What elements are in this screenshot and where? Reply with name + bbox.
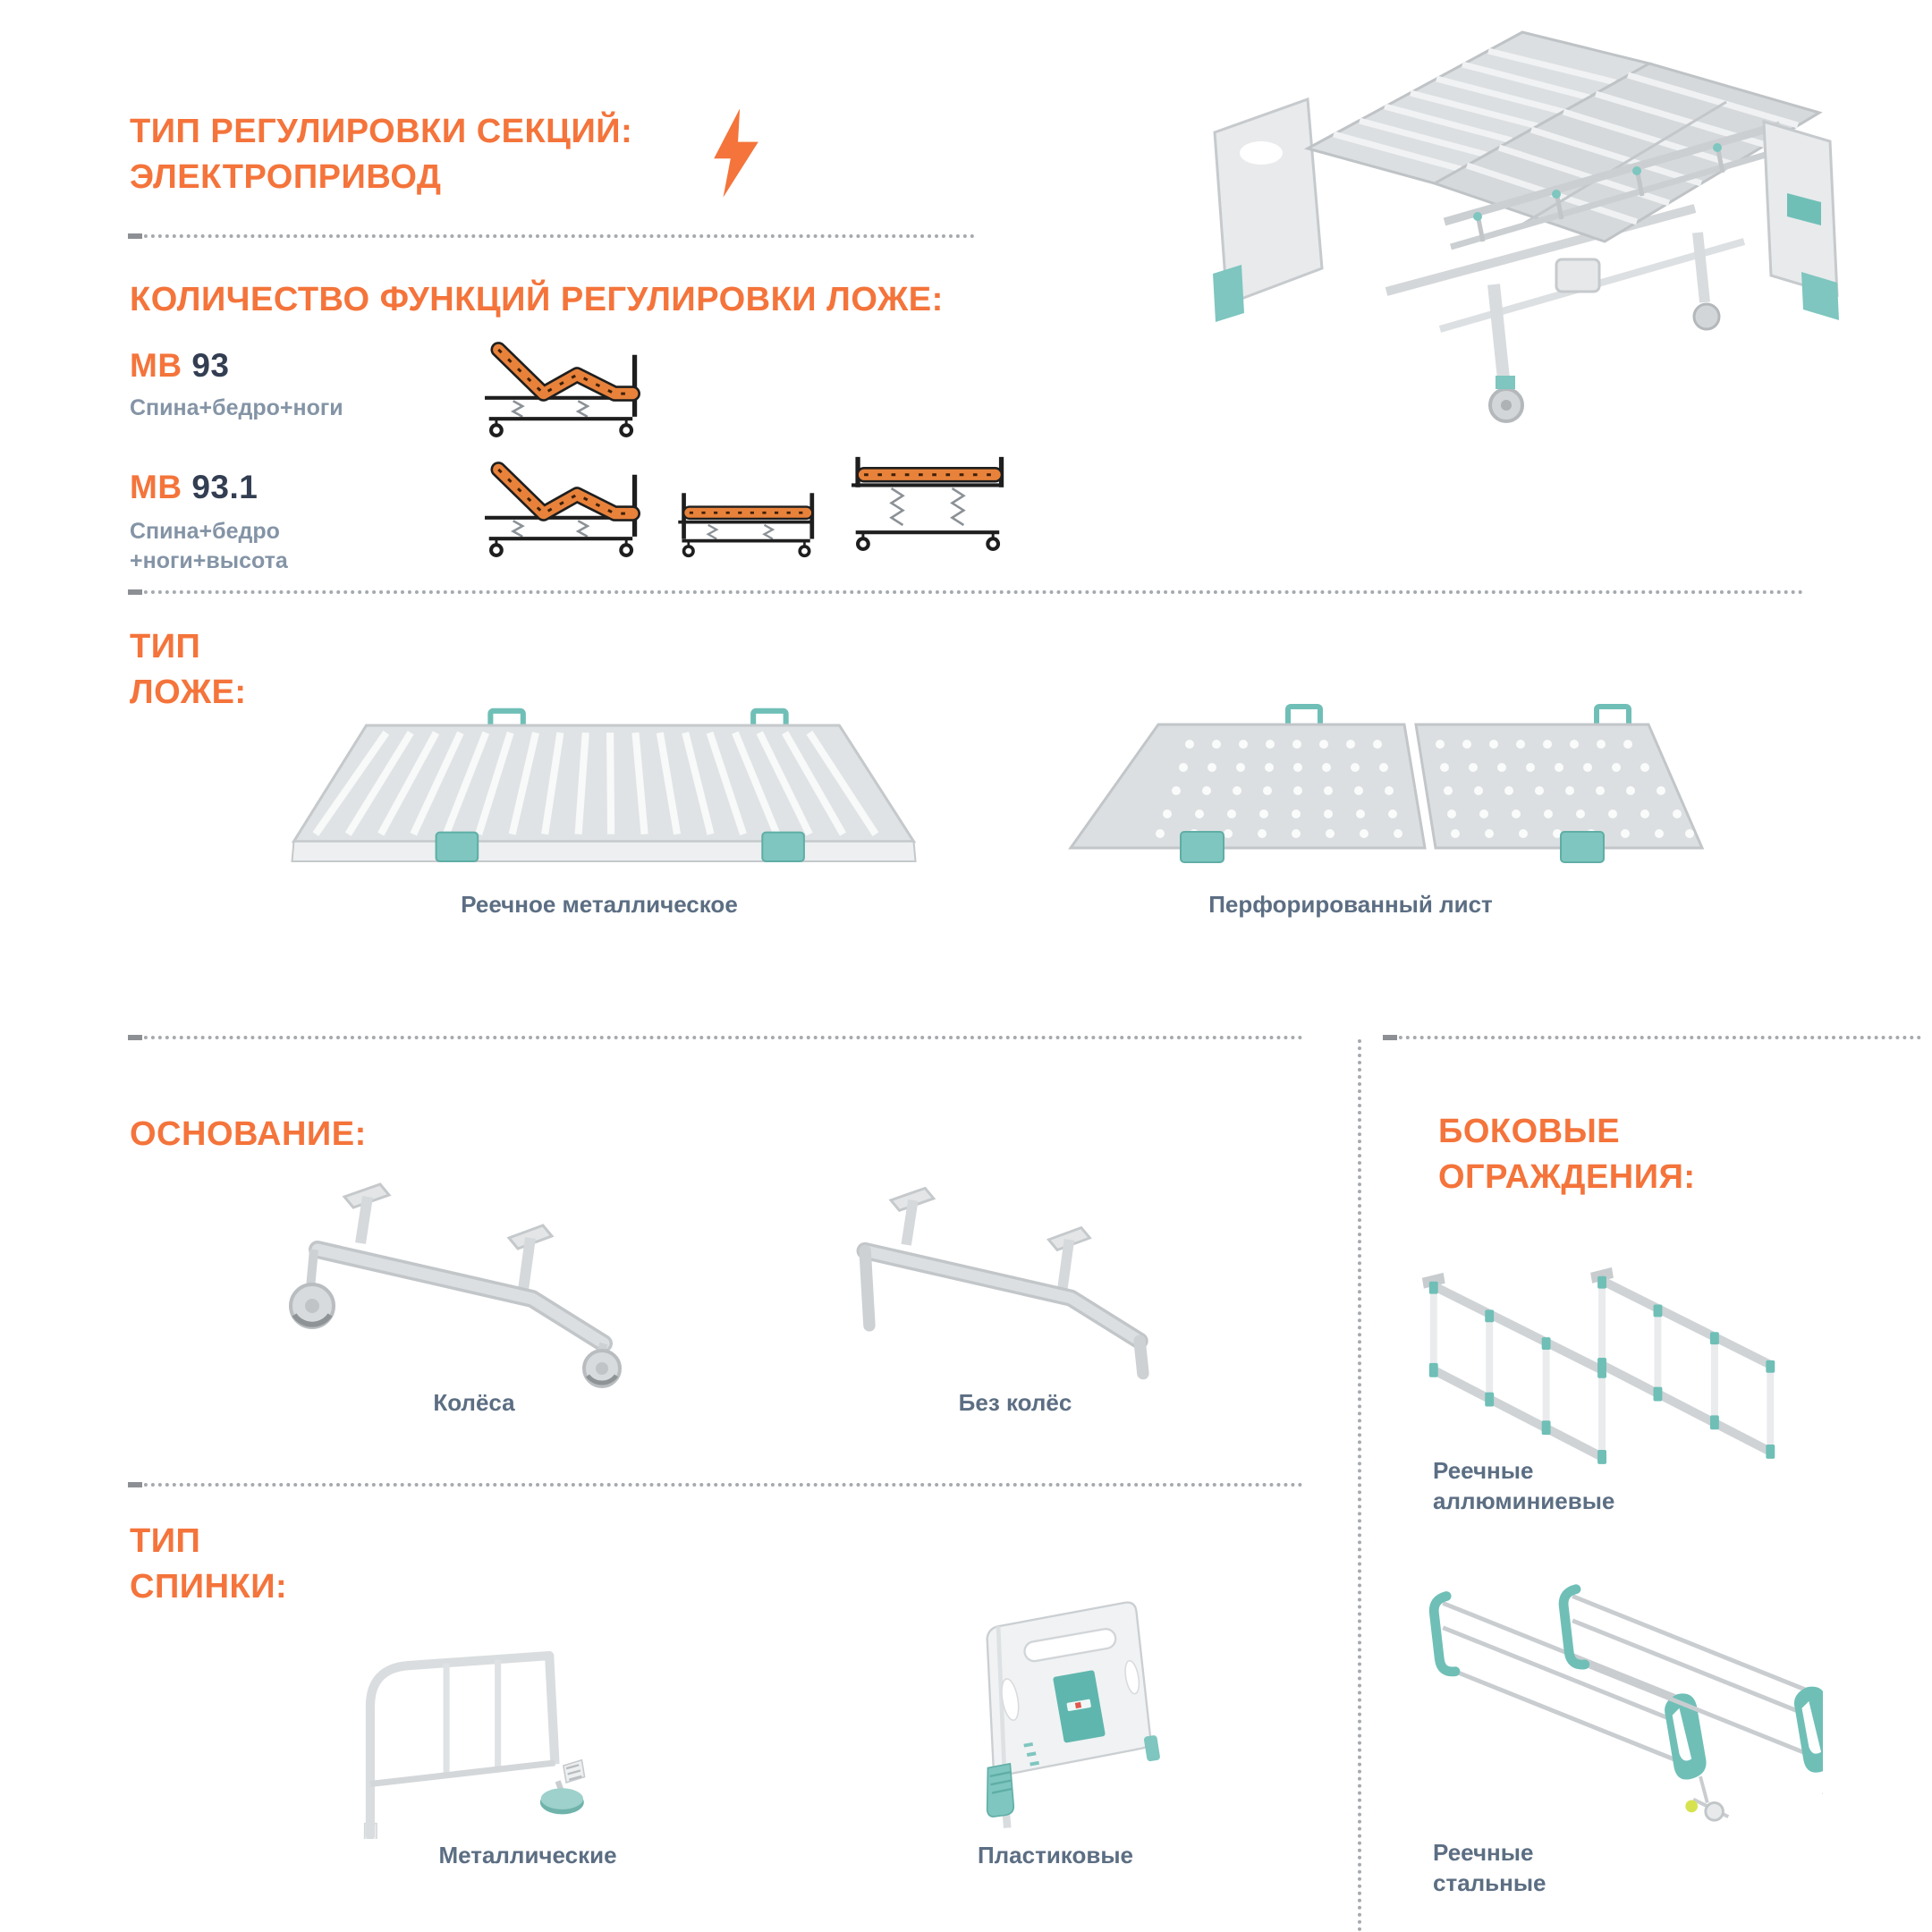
diagram-flat-low-icon [673,469,836,567]
section-title-adjustment-type [130,109,632,200]
section-title-base: ОСНОВАНИЕ: [130,1115,367,1153]
section-title-backrest: ТИП СПИНКИ: [130,1522,288,1606]
dotted-divider [130,234,975,238]
model-93-name [130,347,229,385]
platform-option-label: Перфорированный лист [1208,891,1493,918]
diagram-back-hip-legs-icon [479,458,662,568]
diagram-flat-high-icon [845,452,1029,562]
model-93-1-number: 93.1 [191,469,258,505]
base-option-label: Без колёс [958,1389,1072,1416]
section-title-functions: КОЛИЧЕСТВО ФУНКЦИЙ РЕГУЛИРОВКИ ЛОЖЕ: [130,281,944,318]
plastic-backrest-image [886,1567,1225,1839]
model-93-1-description: Спина+бедро +ноги+высота [130,519,288,573]
perforated-sheet-platform-image [1020,698,1708,886]
model-93-prefix: МВ [130,347,182,384]
section-title-platform: ТИП ЛОЖЕ: [130,628,247,711]
metal-backrest-image [284,1599,642,1839]
side-rails-option-label: Реечные аллюминиевые [1433,1457,1615,1514]
backrest-option-label: Металлические [438,1842,617,1868]
dotted-divider [130,590,1804,594]
diagram-back-hip-legs-icon [479,338,662,448]
lightning-icon [708,106,764,200]
base-with-wheels-image [255,1174,693,1388]
steel-side-rails-image [1411,1570,1823,1829]
model-93-1-prefix: МВ [130,469,182,505]
slatted-metal-platform-image [259,696,948,887]
backrest-option-label: Пластиковые [977,1842,1134,1868]
platform-option-label: Реечное металлическое [461,891,738,918]
model-93-number: 93 [191,347,230,384]
model-93-description: Спина+бедро+ноги [130,395,343,420]
base-option-label: Колёса [433,1389,515,1416]
dotted-divider [130,1036,1303,1039]
dotted-divider [130,1483,1303,1487]
title-line-2: ЭЛЕКТРОПРИВОД [130,157,442,196]
dotted-divider [1385,1036,1921,1039]
title-line-1: ТИП РЕГУЛИРОВКИ СЕКЦИЙ: [130,113,633,150]
dotted-vertical-divider [1358,1039,1361,1932]
side-rails-option-label: Реечные стальные [1433,1839,1546,1896]
hospital-bed-render-image [1172,7,1878,454]
section-title-side-rails: БОКОВЫЕ ОГРАЖДЕНИЯ: [1438,1113,1696,1196]
model-93-1-name [130,469,258,506]
base-without-wheels-image [805,1174,1225,1388]
aluminum-side-rails-image [1411,1236,1801,1469]
